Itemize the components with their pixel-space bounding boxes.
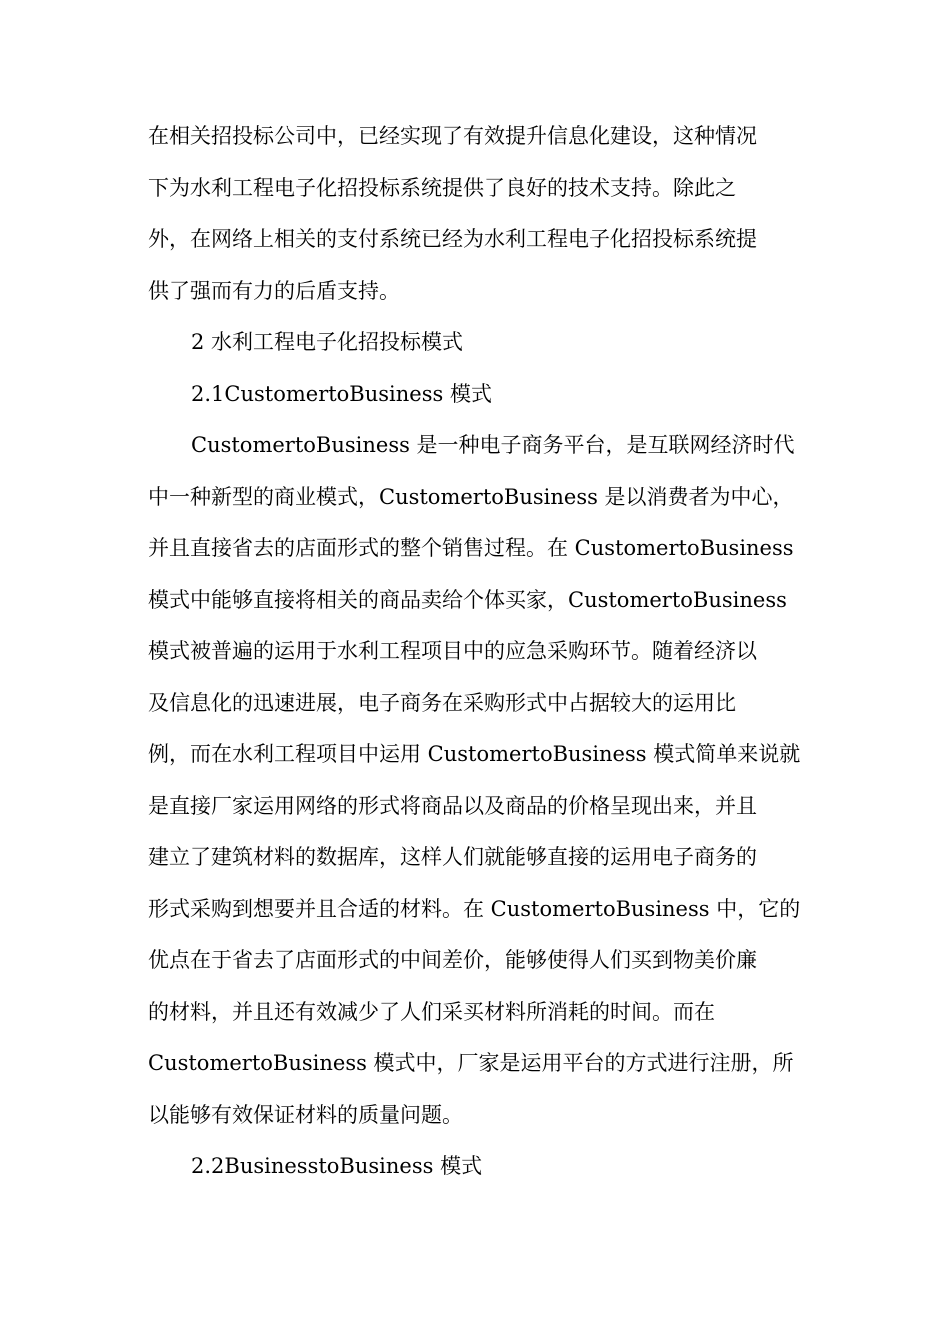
text-line: 以能够有效保证材料的质量问题。: [148, 1103, 463, 1127]
text-line: 外，在网络上相关的支付系统已经为水利工程电子化招投标系统提: [148, 227, 757, 251]
paragraph-first-line: CustomertoBusiness 是一种电子商务平台，是互联网经济时代: [191, 433, 795, 457]
text-line: CustomertoBusiness 模式中，厂家是运用平台的方式进行注册，所: [148, 1051, 794, 1075]
text-line: 中一种新型的商业模式，CustomertoBusiness 是以消费者为中心，: [148, 485, 794, 509]
text-line: 优点在于省去了店面形式的中间差价，能够使得人们买到物美价廉: [148, 948, 757, 972]
text-line: 供了强而有力的后盾支持。: [148, 279, 400, 303]
subsection-heading: 2.1CustomertoBusiness 模式: [191, 382, 492, 406]
text-line: 模式中能够直接将相关的商品卖给个体买家，CustomertoBusiness: [148, 588, 787, 612]
text-line: 及信息化的迅速进展，电子商务在采购形式中占据较大的运用比: [148, 691, 736, 715]
subsection-heading: 2.2BusinesstoBusiness 模式: [191, 1154, 483, 1178]
text-line: 模式被普遍的运用于水利工程项目中的应急采购环节。随着经济以: [148, 639, 757, 663]
text-line: 形式采购到想要并且合适的材料。在 CustomertoBusiness 中，它的: [148, 897, 801, 921]
text-line: 并且直接省去的店面形式的整个销售过程。在 CustomertoBusiness: [148, 536, 794, 560]
section-heading: 2 水利工程电子化招投标模式: [191, 330, 464, 354]
text-line: 例，而在水利工程项目中运用 CustomertoBusiness 模式简单来说就: [148, 742, 801, 766]
text-line: 是直接厂家运用网络的形式将商品以及商品的价格呈现出来，并且: [148, 794, 757, 818]
text-line: 在相关招投标公司中，已经实现了有效提升信息化建设，这种情况: [148, 124, 757, 148]
text-line: 的材料，并且还有效减少了人们采买材料所消耗的时间。而在: [148, 1000, 715, 1024]
text-line: 建立了建筑材料的数据库，这样人们就能够直接的运用电子商务的: [148, 845, 757, 869]
text-line: 下为水利工程电子化招投标系统提供了良好的技术支持。除此之: [148, 176, 736, 200]
